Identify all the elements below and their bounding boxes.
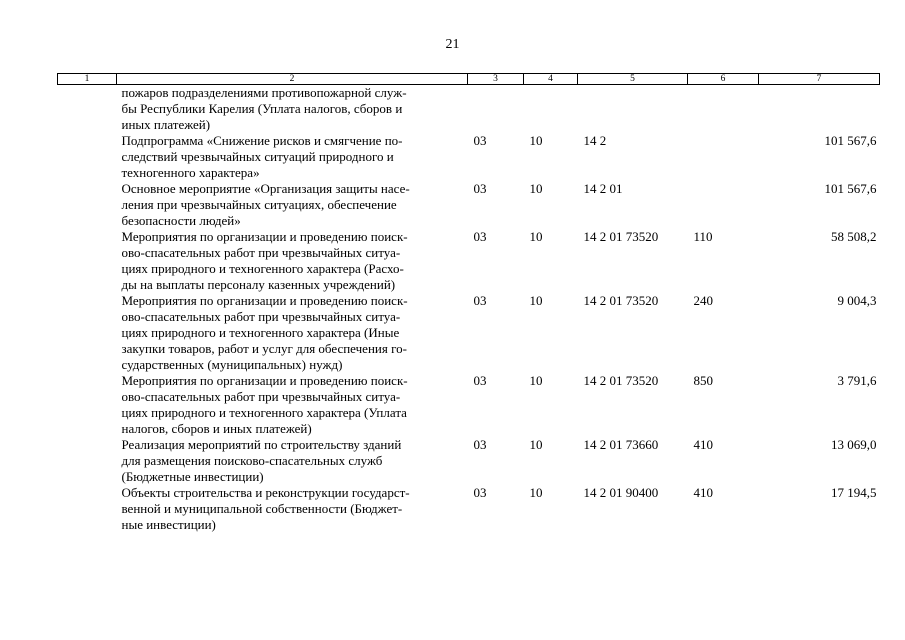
row-amount (759, 85, 880, 134)
header-col-5: 5 (578, 74, 688, 85)
row-subsection: 10 (529, 293, 543, 308)
row-subsection: 10 (529, 437, 543, 452)
row-target (578, 85, 688, 134)
row-amount: 3 791,6 (837, 373, 877, 388)
row-name: Реализация мероприятий по строительству зданий для размещения поисково-спасательных служб (Бюджетные инвестиции) (121, 437, 402, 484)
row-subsection: 10 (529, 181, 543, 196)
header-col-6: 6 (688, 74, 759, 85)
row-target: 14 2 01 73520 (583, 229, 659, 244)
row-expense: 410 (693, 437, 713, 452)
table-row (58, 133, 880, 181)
row-amount: 17 194,5 (831, 485, 877, 500)
header-col-7: 7 (759, 74, 880, 85)
row-number-cell (58, 485, 117, 533)
row-number-cell (58, 133, 117, 181)
table-header (58, 74, 880, 85)
header-col-1: 1 (58, 74, 117, 85)
page-number: 21 (445, 37, 460, 52)
header-col-2: 2 (117, 74, 468, 85)
row-number-cell (58, 293, 117, 373)
row-expense: 410 (693, 485, 713, 500)
row-section: 03 (473, 373, 487, 388)
row-number-cell (58, 229, 117, 293)
table-row (58, 485, 880, 533)
row-name: Подпрограмма «Снижение рисков и смягчение по- следствий чрезвычайных ситуаций природного и техногенного характера» (121, 133, 403, 180)
row-section: 03 (473, 133, 487, 148)
row-expense: 240 (693, 293, 713, 308)
row-target: 14 2 01 (583, 181, 623, 196)
row-subsection (524, 85, 578, 134)
row-amount: 58 508,2 (831, 229, 877, 244)
row-target: 14 2 01 73520 (583, 373, 659, 388)
row-number-cell (58, 437, 117, 485)
row-amount: 101 567,6 (824, 133, 877, 148)
row-target: 14 2 01 73520 (583, 293, 659, 308)
row-subsection: 10 (529, 485, 543, 500)
row-section: 03 (473, 485, 487, 500)
row-number-cell (58, 373, 117, 437)
row-name: Объекты строительства и реконструкции государст- венной и муниципальной собственности (Бюджет- ные инвестиции) (121, 485, 410, 532)
header-col-4: 4 (524, 74, 578, 85)
table-row (58, 437, 880, 485)
row-expense: 850 (693, 373, 713, 388)
row-amount: 13 069,0 (831, 437, 877, 452)
row-subsection: 10 (529, 133, 543, 148)
table-row (58, 85, 880, 134)
row-amount: 9 004,3 (837, 293, 877, 308)
row-expense: 110 (693, 229, 713, 244)
row-section (468, 85, 524, 134)
row-section: 03 (473, 293, 487, 308)
table-row (58, 373, 880, 437)
row-number-cell (58, 85, 117, 134)
row-name: Мероприятия по организации и проведению поиск- ово-спасательных работ при чрезвычайных ситуа- циях природного и техногенного характера (Иные закупки товаров, работ и услуг для обеспечения го- сударственных (муниципальных) нужд) (121, 293, 408, 372)
header-row (58, 74, 880, 85)
budget-table (57, 73, 880, 533)
row-name: пожаров подразделениями противопожарной служ- бы Республики Карелия (Уплата налогов, сборов и иных платежей) (121, 85, 407, 132)
table-row (58, 181, 880, 229)
row-expense (688, 85, 759, 134)
row-section: 03 (473, 229, 487, 244)
row-number-cell (58, 181, 117, 229)
table-body (58, 85, 880, 534)
row-section: 03 (473, 181, 487, 196)
row-expense (688, 181, 759, 229)
row-expense (688, 133, 759, 181)
row-target: 14 2 01 73660 (583, 437, 659, 452)
table-row (58, 229, 880, 293)
row-amount: 101 567,6 (824, 181, 877, 196)
row-name: Мероприятия по организации и проведению поиск- ово-спасательных работ при чрезвычайных ситуа- циях природного и техногенного характера (Уплата налогов, сборов и иных платежей) (121, 373, 408, 436)
row-subsection: 10 (529, 373, 543, 388)
row-subsection: 10 (529, 229, 543, 244)
row-section: 03 (473, 437, 487, 452)
header-col-3: 3 (468, 74, 524, 85)
row-target: 14 2 (583, 133, 607, 148)
table-row (58, 293, 880, 373)
row-name: Основное мероприятие «Организация защиты насе- ления при чрезвычайных ситуациях, обеспечение безопасности людей» (121, 181, 410, 228)
row-name: Мероприятия по организации и проведению поиск- ово-спасательных работ при чрезвычайных ситуа- циях природного и техногенного характера (Расхо- ды на выплаты персоналу казенных учреждений) (121, 229, 408, 292)
row-target: 14 2 01 90400 (583, 485, 659, 500)
